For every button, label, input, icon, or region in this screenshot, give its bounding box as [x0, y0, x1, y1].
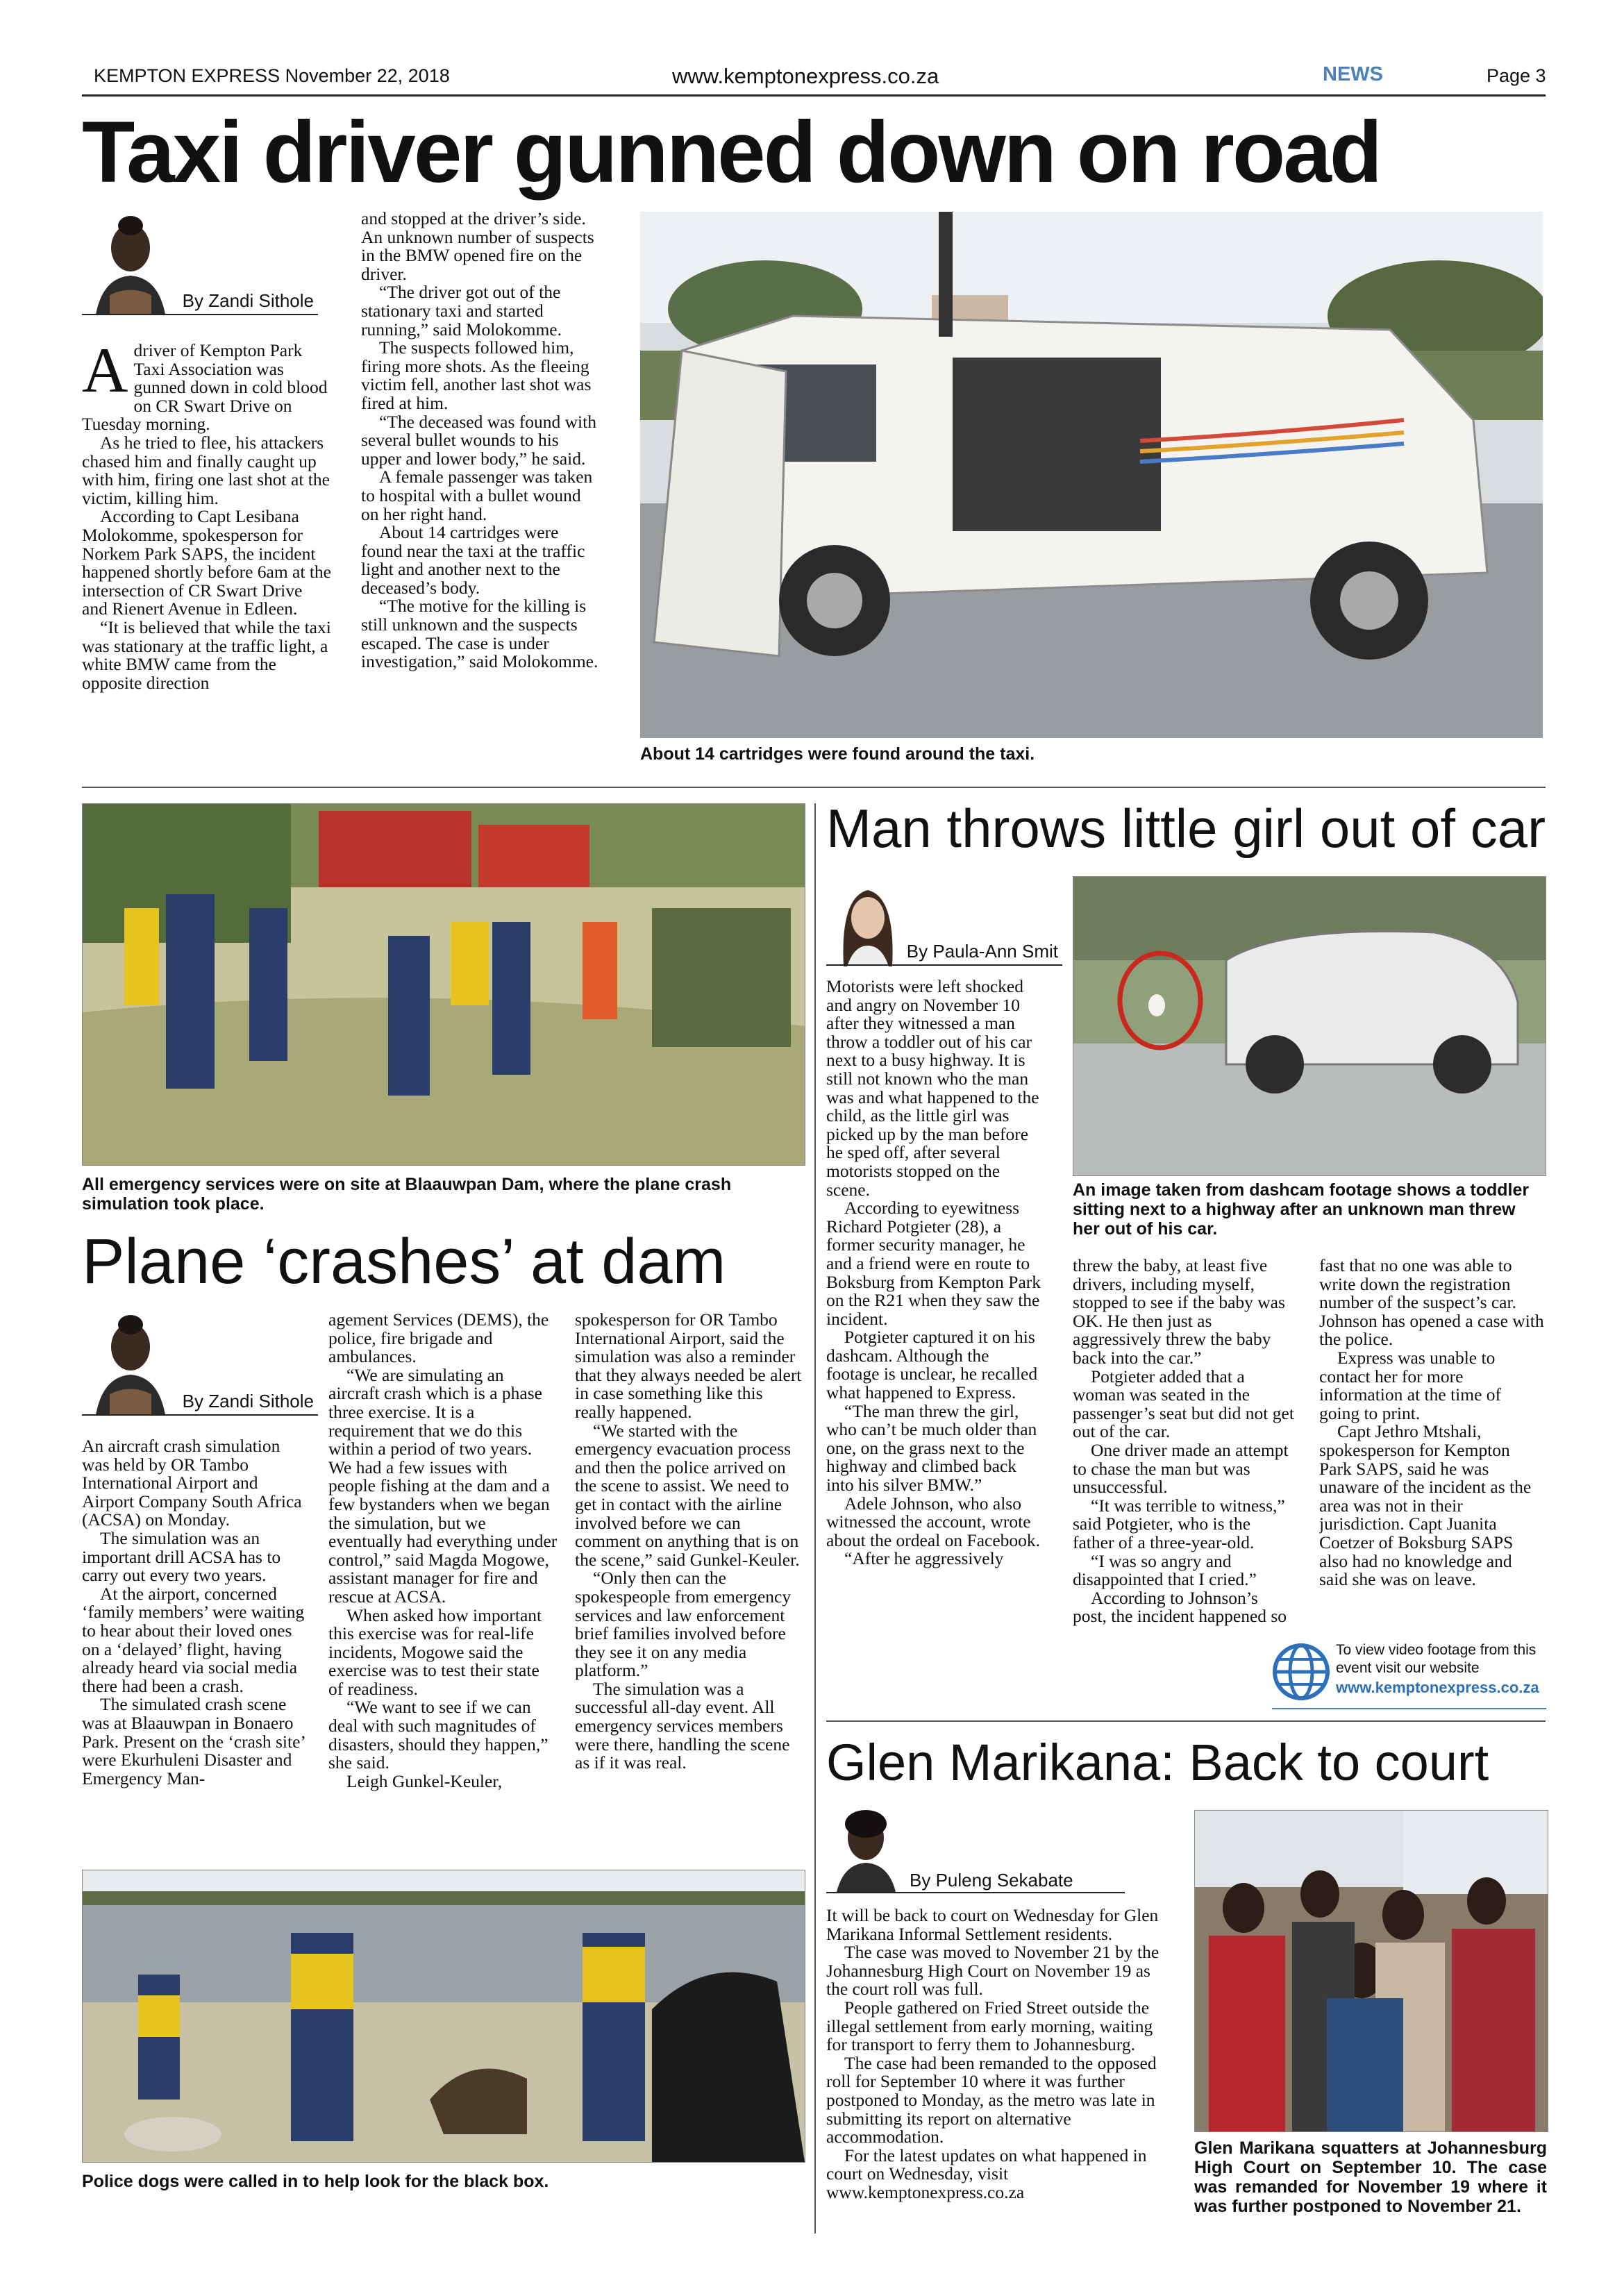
paragraph: fast that no one was able to write down the registration number of the suspect’s car. Johnson has opened a case with the police.: [1319, 1257, 1544, 1350]
plane-headline: Plane ‘crashes’ at dam: [82, 1226, 726, 1297]
paragraph: Potgieter added that a woman was seated in the passenger’s seat but did not get out of the car.: [1073, 1366, 1294, 1442]
paragraph: The simulated crash scene was at Blaauwpan in Bonaero Park. Present on the ‘crash site’ were Ekurhuleni Disaster and Emergency Man-: [82, 1694, 305, 1788]
marikana-photo: [1194, 1810, 1548, 2132]
girl-headline: Man throws little girl out of car: [826, 798, 1546, 859]
paragraph: According to Capt Lesibana Molokomme, spokesperson for Norkem Park SAPS, the incident happened shortly before 6am at the intersection of CR Swart Drive and Rienert Avenue in Edleen.: [82, 506, 331, 619]
paragraph: Capt Jethro Mtshali, spokesperson for Kempton Park SAPS, said he was unaware of the incident as the area was not in their jurisdiction. Capt Juanita Coetzer of Boksburg SAPS also had no knowledge and said she was on leave.: [1319, 1421, 1532, 1590]
taxi-lede: driver of Kempton Park Taxi Association was gunned down in cold blood on CR Swart Drive on Tuesday morning.: [82, 342, 328, 435]
paragraph: People gathered on Fried Street outside the illegal settlement from early morning, waiting for transport to ferry them to Johannesburg.: [826, 1997, 1153, 2055]
page-number: Page 3: [1487, 65, 1546, 86]
taxi-photo: [640, 212, 1543, 738]
paragraph: When asked how important this exercise was for real-life incidents, Mogowe said the exercise was to test their state of readiness.: [328, 1604, 542, 1699]
marikana-headline: Glen Marikana: Back to court: [826, 1734, 1489, 1791]
taxi-col-2: [361, 210, 601, 765]
section-rule-1: [82, 787, 1546, 788]
girl-col-1: [826, 978, 1046, 1700]
promo-url[interactable]: www.kemptonexpress.co.za: [1336, 1679, 1539, 1696]
paragraph: and stopped at the driver’s side. An unknown number of suspects in the BMW opened fire on the driver.: [361, 210, 594, 284]
paragraph: “We want to see if we can deal with such magnitudes of disasters, should they happen,” she said.: [328, 1697, 549, 1773]
paragraph: The case had been remanded to the opposed roll for September 10 where it was further postponed to Monday, as the metro was late in submitting its report on alternative accommodation.: [826, 2052, 1157, 2147]
paragraph: One driver made an attempt to chase the man but was unsuccessful.: [1073, 1439, 1289, 1498]
video-promo[interactable]: [1272, 1639, 1546, 1709]
paragraph: Adele Johnson, who also witnessed the account, wrote about the ordeal on Facebook.: [826, 1493, 1041, 1550]
paragraph: The suspects followed him, firing more shots. As the fleeing victim fell, another last shot was fired at him.: [361, 337, 592, 413]
paragraph: About 14 cartridges were found near the taxi at the traffic light and another next to the deceased’s body.: [361, 522, 585, 598]
taxi-headline: Taxi driver gunned down on road: [82, 104, 1381, 201]
taxi-byline: By Zandi Sithole: [82, 290, 318, 315]
paragraph: “I was so angry and disappointed that I cried.”: [1073, 1550, 1257, 1590]
paragraph: Motorists were left shocked and angry on November 10 after they witnessed a man throw a toddler out of his car next to a busy highway. It is still not known who the man was and what happened to the child, as the little girl was picked up by the man before he sped off, after several motorists stopped on the scene.: [826, 978, 1039, 1200]
paragraph: As he tried to flee, his attackers chased him and finally caught up with him, firing one last shot at the victim, killing him.: [82, 432, 330, 508]
paragraph: “Only then can the spokespeople from emergency services and law enforcement brief families involved before they see it on any media platform.”: [575, 1568, 792, 1681]
paragraph: For the latest updates on what happened in court on Wednesday, visit www.kemptonexpress.co.za: [826, 2145, 1147, 2202]
plane-col-3: [575, 1311, 804, 1852]
paragraph: The simulation was an important drill ACSA has to carry out every two years.: [82, 1527, 281, 1586]
paragraph: An aircraft crash simulation was held by OR Tambo International Airport and Airport Company South Africa (ACSA) on Monday.: [82, 1437, 302, 1530]
masthead-rule: [82, 94, 1546, 97]
girl-photo: [1073, 876, 1546, 1176]
masthead-left: KEMPTON EXPRESS November 22, 2018: [94, 65, 450, 86]
paragraph: “After he aggressively: [844, 1548, 1004, 1569]
paragraph: agement Services (DEMS), the police, fire brigade and ambulances.: [328, 1311, 549, 1367]
paragraph: spokesperson for OR Tambo International Airport, said the simulation was also a reminder that they always needed be alert in case something like this really happened.: [575, 1311, 802, 1422]
paragraph: “The motive for the killing is still unknown and the suspects escaped. The case is under investigation,” said Molokomme.: [361, 596, 598, 672]
paragraph: Potgieter captured it on his dashcam. Although the footage is unclear, he recalled what happened to Express.: [826, 1327, 1038, 1403]
paragraph: “The man threw the girl, who can’t be much older than one, on the grass next to the highway and climbed back into his silver BMW.”: [826, 1400, 1037, 1495]
plane-bottom-caption: Police dogs were called in to help look for the black box.: [82, 2172, 549, 2191]
marikana-caption: Glen Marikana squatters at Johannesburg High Court on September 10. The case was remanded for November 19 where it was further postponed to November 21.: [1194, 2138, 1547, 2216]
plane-photo-bottom: [82, 1870, 805, 2163]
paragraph: Leigh Gunkel-Keuler,: [346, 1770, 503, 1791]
paragraph: “The driver got out of the stationary taxi and started running,” said Molokomme.: [361, 282, 562, 340]
girl-col-2: [1073, 1257, 1295, 1715]
section-rule-2: [826, 1720, 1546, 1722]
taxi-dropcap: A: [82, 342, 128, 405]
promo-text: To view video footage from this event visit our website: [1336, 1642, 1537, 1676]
taxi-caption: About 14 cartridges were found around the taxi.: [640, 744, 1035, 764]
paragraph: “It was terrible to witness,” said Potgieter, who is the father of a three-year-old.: [1073, 1495, 1285, 1552]
marikana-byline: By Puleng Sekabate: [826, 1870, 1125, 1893]
paragraph: According to Johnson’s post, the incident happened so: [1073, 1587, 1287, 1627]
paragraph: threw the baby, at least five drivers, including myself, stopped to see if the baby was OK. He then just as aggressively threw the baby back into the car.”: [1073, 1257, 1285, 1368]
paragraph: “The deceased was found with several bullet wounds to his upper and lower body,” he said.: [361, 411, 596, 469]
section-label: NEWS: [1323, 63, 1383, 85]
girl-byline: By Paula-Ann Smit: [826, 941, 1062, 966]
paragraph: At the airport, concerned ‘family members’ were waiting to hear about their loved ones on a ‘delayed’ flight, having already heard via social media there had been a crash.: [82, 1583, 305, 1696]
paragraph: According to eyewitness Richard Potgieter (28), a former security manager, he and a friend were en route to Boksburg from Kempton Park on the R21 when they saw the incident.: [826, 1198, 1041, 1329]
plane-col-2: [328, 1311, 558, 1852]
girl-col-3: [1319, 1257, 1545, 1632]
girl-caption: An image taken from dashcam footage shows a toddler sitting next to a highway after an unknown man threw her out of his car.: [1073, 1180, 1530, 1239]
plane-photo-top: [82, 803, 805, 1166]
paragraph: It will be back to court on Wednesday for Glen Marikana Informal Settlement residents.: [826, 1907, 1159, 1944]
plane-col-1: [82, 1437, 311, 1854]
paragraph: “We started with the emergency evacuation process and then the police arrived on the scene to assist. We need to get in contact with the airline involved before we can comment on anything that is on the scene,” said Gunkel-Keuler.: [575, 1420, 800, 1570]
paragraph: “It is believed that while the taxi was stationary at the traffic light, a white BMW came from the opposite direction: [82, 617, 331, 693]
globe-icon: [1272, 1643, 1330, 1701]
taxi-col-1: [82, 342, 332, 772]
column-divider: [814, 803, 816, 2234]
masthead-url[interactable]: www.kemptonexpress.co.za: [672, 64, 939, 88]
paragraph: A female passenger was taken to hospital with a bullet wound on her right hand.: [361, 467, 593, 524]
marikana-text: [826, 1907, 1166, 2233]
paragraph: “We are simulating an aircraft crash which is a phase three exercise. It is a requirement that we do this within a period of two years. We had a few issues with people fishing at the dam and a few bystanders when we began the simulation, but we eventually had everything under control,” said Magda Mogowe, assistant manager for fire and rescue at ACSA.: [328, 1364, 558, 1607]
plane-byline: By Zandi Sithole: [82, 1391, 318, 1416]
paragraph: Express was unable to contact her for more information at the time of going to print.: [1319, 1347, 1502, 1423]
paragraph: The simulation was a successful all-day event. All emergency services members were there, handling the scene as if it was real.: [575, 1678, 790, 1773]
paragraph: The case was moved to November 21 by the Johannesburg High Court on November 19 as the court roll was full.: [826, 1942, 1160, 2000]
plane-top-caption: All emergency services were on site at Blaauwpan Dam, where the plane crash simulation took place.: [82, 1175, 732, 1214]
